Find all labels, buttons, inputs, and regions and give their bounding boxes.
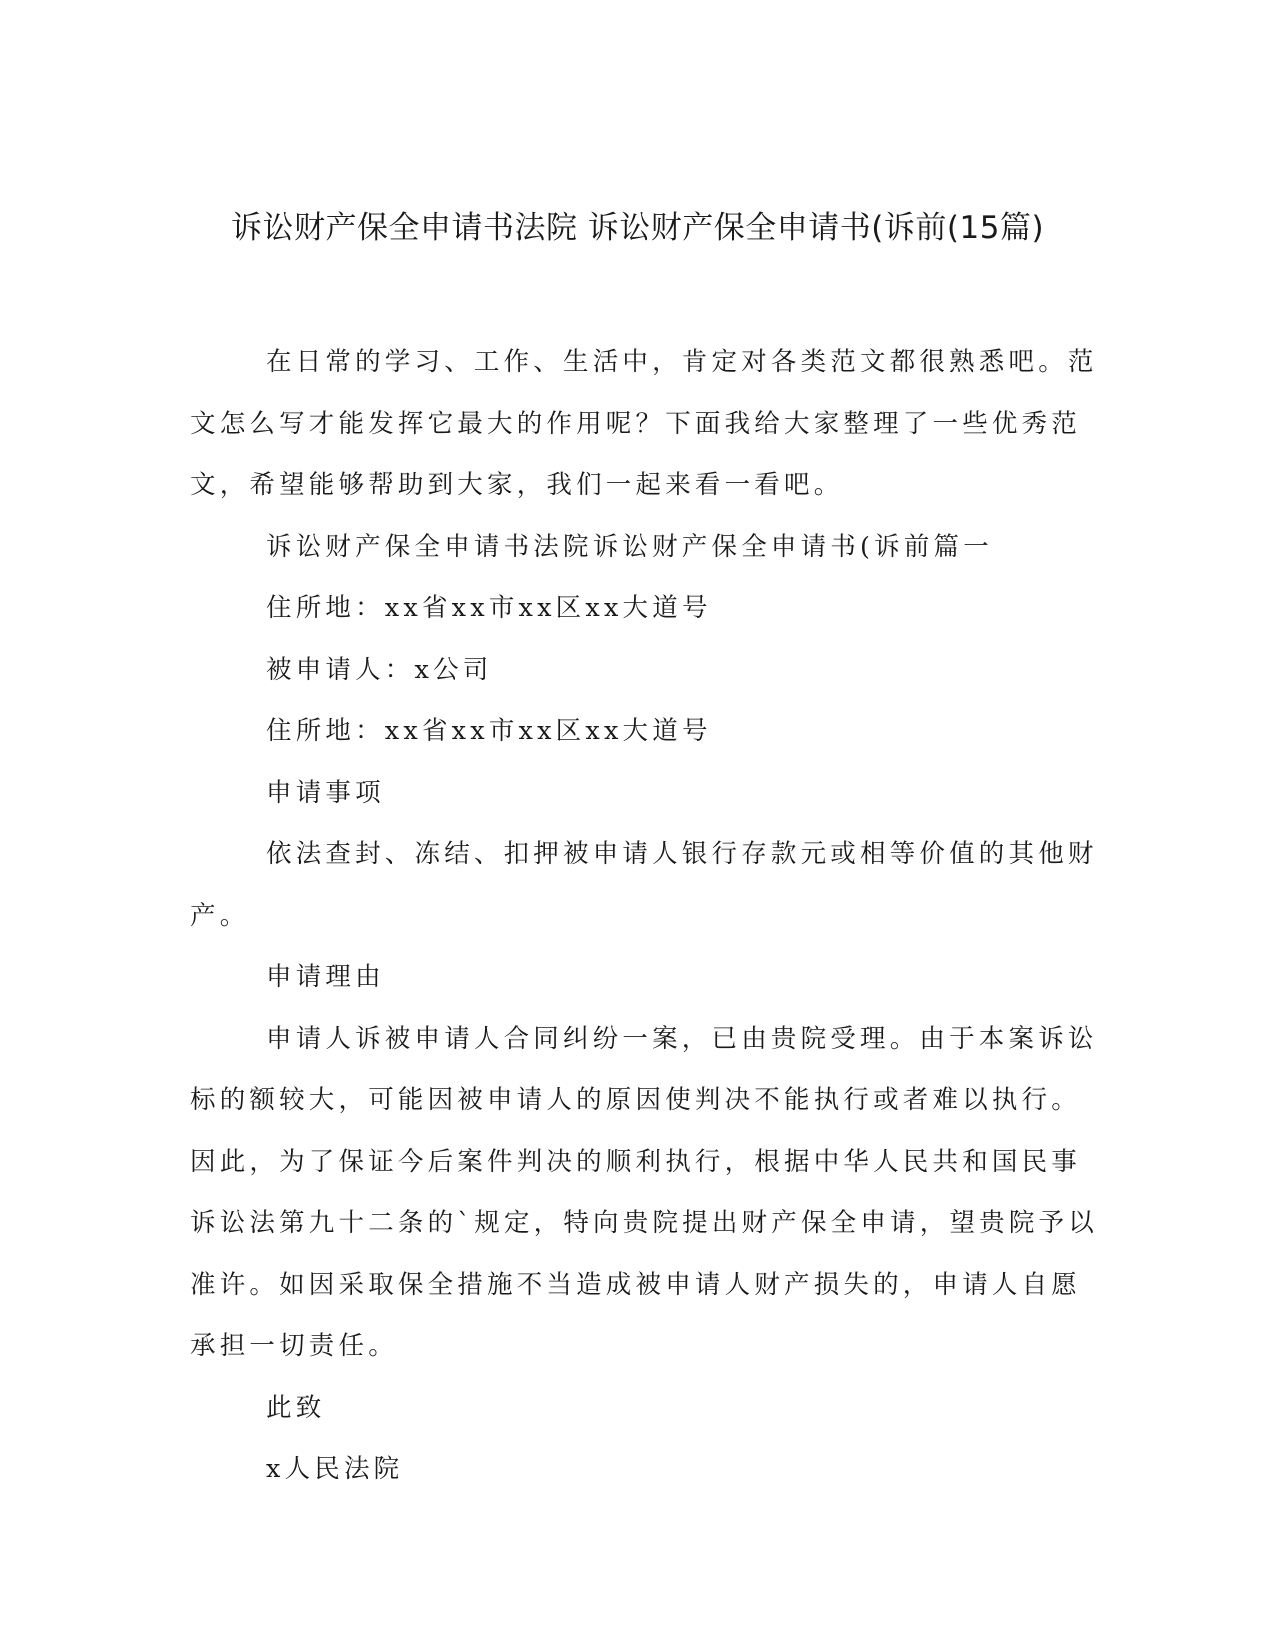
- intro-line: 文，希望能够帮助到大家，我们一起来看一看吧。: [190, 470, 844, 500]
- recipient-court: x人民法院: [266, 1454, 404, 1484]
- reasons-line: 因此，为了保证今后案件判决的顺利执行，根据中华人民共和国民事: [190, 1146, 1082, 1177]
- matters-heading: 申请事项: [266, 777, 385, 808]
- reasons-line: 申请人诉被申请人合同纠纷一案，已由贵院受理。由于本案诉讼: [266, 1023, 1098, 1054]
- reasons-paragraph: [190, 1009, 1098, 1378]
- matters-line: 产。: [190, 900, 250, 931]
- closing-salutation: 此致: [266, 1392, 326, 1423]
- reasons-line: 诉讼法第九十二条的`规定，特向贵院提出财产保全申请，望贵院予以: [190, 1208, 1098, 1238]
- reasons-line: 承担一切责任。: [190, 1331, 398, 1361]
- section-heading: 诉讼财产保全申请书法院诉讼财产保全申请书(诉前篇一: [266, 531, 993, 562]
- document-title: 诉讼财产保全申请书法院 诉讼财产保全申请书(诉前(15篇): [230, 210, 1045, 246]
- applicant-address: 住所地：xx省xx市xx区xx大道号: [266, 593, 712, 623]
- respondent-address: 住所地：xx省xx市xx区xx大道号: [266, 716, 712, 746]
- intro-paragraph: [190, 332, 1098, 517]
- reasons-line: 标的额较大，可能因被申请人的原因使判决不能执行或者难以执行。: [190, 1085, 1082, 1115]
- matters-paragraph: [190, 824, 1098, 947]
- intro-line: 文怎么写才能发挥它最大的作用呢？下面我给大家整理了一些优秀范: [190, 408, 1082, 439]
- document-body: [190, 332, 1098, 1501]
- respondent: 被申请人：x公司: [266, 654, 493, 685]
- reasons-line: 准许。如因采取保全措施不当造成被申请人财产损失的，申请人自愿: [190, 1269, 1082, 1300]
- intro-line: 在日常的学习、工作、生活中，肯定对各类范文都很熟悉吧。范: [266, 347, 1098, 377]
- reasons-heading: 申请理由: [266, 962, 385, 992]
- matters-line: 依法查封、冻结、扣押被申请人银行存款元或相等价值的其他财: [266, 839, 1098, 869]
